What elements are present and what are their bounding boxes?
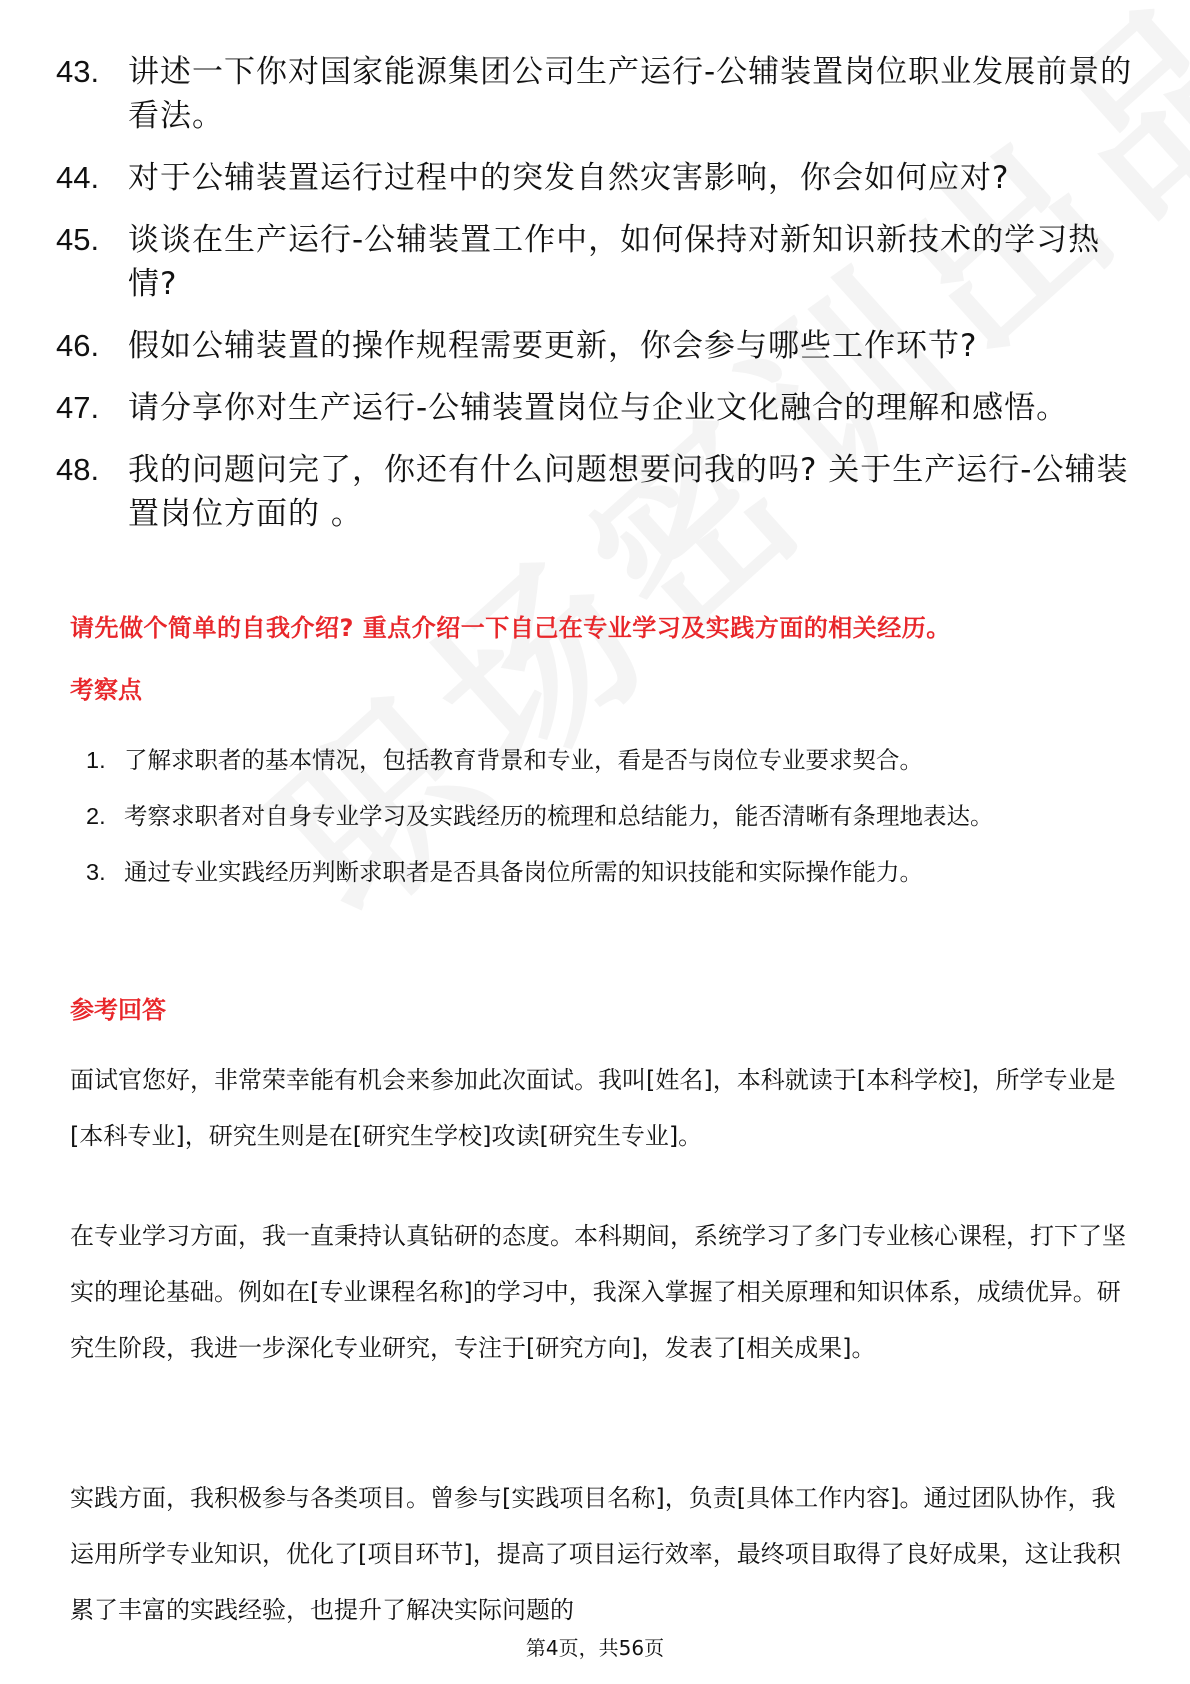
point-text: 考察求职者对自身专业学习及实践经历的梳理和总结能力，能否清晰有条理地表达。	[124, 802, 994, 830]
point-number: 2.	[86, 803, 106, 829]
question-number: 44.	[56, 160, 100, 195]
question-number: 46.	[56, 328, 100, 363]
page-number-footer: 第4页，共56页	[0, 1630, 1190, 1672]
question-text: 谈谈在生产运行-公辅装置工作中，如何保持对新知识新技术的学习热情?	[128, 222, 1101, 302]
question-text: 请分享你对生产运行-公辅装置岗位与企业文化融合的理解和感悟。	[128, 390, 1069, 426]
list-item	[86, 844, 1136, 900]
list-item	[56, 386, 1136, 430]
question-number: 48.	[56, 452, 100, 487]
answer-paragraph: 实践方面，我积极参与各类项目。曾参与[实践项目名称]，负责[具体工作内容]。通过团队协作，我运用所学专业知识，优化了[项目环节]，提高了项目运行效率，最终项目取得了良好成果，这让我积累了丰富的实践经验，也提升了解决实际问题的	[70, 1484, 1121, 1624]
point-text: 通过专业实践经历判断求职者是否具备岗位所需的知识技能和实际操作能力。	[124, 858, 923, 886]
section-heading-inspection-points: 考察点	[70, 676, 142, 704]
inspection-points-list	[86, 732, 1136, 900]
list-item	[56, 324, 1136, 368]
list-item	[56, 218, 1136, 306]
question-number: 43.	[56, 54, 100, 89]
point-text: 了解求职者的基本情况，包括教育背景和专业，看是否与岗位专业要求契合。	[124, 746, 923, 774]
answer-paragraph: 在专业学习方面，我一直秉持认真钻研的态度。本科期间，系统学习了多门专业核心课程，打下了坚实的理论基础。例如在[专业课程名称]的学习中，我深入掌握了相关原理和知识体系，成绩优异。研究生阶段，我进一步深化专业研究，专注于[研究方向]，发表了[相关成果]。	[70, 1222, 1126, 1362]
question-text: 我的问题问完了，你还有什么问题想要问我的吗? 关于生产运行-公辅装置岗位方面的 。	[128, 452, 1129, 532]
list-item	[56, 50, 1136, 138]
question-text: 假如公辅装置的操作规程需要更新，你会参与哪些工作环节?	[128, 328, 978, 364]
list-item	[86, 788, 1136, 844]
question-list	[56, 50, 1136, 554]
list-item	[86, 732, 1136, 788]
question-number: 45.	[56, 222, 100, 257]
answer-paragraph: 面试官您好，非常荣幸能有机会来参加此次面试。我叫[姓名]，本科就读于[本科学校]，所学专业是[本科专业]，研究生则是在[研究生学校]攻读[研究生专业]。	[70, 1066, 1116, 1150]
question-text: 讲述一下你对国家能源集团公司生产运行-公辅装置岗位职业发展前景的看法。	[128, 54, 1133, 134]
list-item	[56, 156, 1136, 200]
question-number: 47.	[56, 390, 100, 425]
section-heading-reference-answer: 参考回答	[70, 996, 166, 1024]
point-number: 3.	[86, 859, 106, 885]
question-text: 对于公辅装置运行过程中的突发自然灾害影响，你会如何应对?	[128, 160, 1010, 196]
point-number: 1.	[86, 747, 106, 773]
list-item	[56, 448, 1136, 536]
highlight-question: 请先做个简单的自我介绍? 重点介绍一下自己在专业学习及实践方面的相关经历。	[70, 614, 951, 642]
